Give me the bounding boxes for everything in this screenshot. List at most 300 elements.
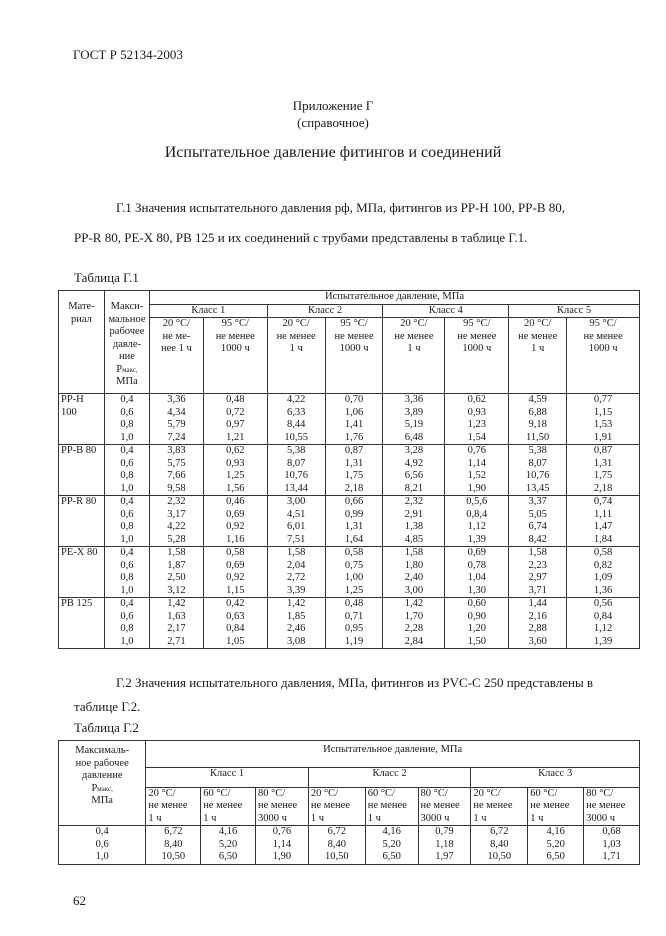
table2-value-line: 0,68: [602, 826, 621, 837]
table-row: [59, 547, 640, 598]
table1-header-group: Испытательное давление, МПа: [149, 291, 639, 305]
table1-value-line: 1,58: [167, 547, 186, 558]
table2-value-line: 4,16: [546, 826, 565, 837]
table1-value-line: 9,18: [528, 419, 547, 430]
table2-value-line: 6,50: [546, 851, 565, 862]
table1-value-line: 0,56: [593, 598, 613, 609]
table1-value-line: 5,79: [167, 419, 186, 430]
table1-value-line: 5,28: [167, 533, 186, 545]
table1-value-line: 2,32: [404, 496, 424, 507]
table1-values: [569, 547, 637, 597]
page-title: Испытательное давление фитингов и соединений: [164, 144, 502, 161]
table1-value-line: 7,24: [167, 431, 186, 443]
table1-subheader-lines: [385, 318, 442, 356]
table1-value-line: 13,44: [284, 482, 308, 494]
table1-value-line: 1,58: [528, 547, 547, 558]
table1-subheader-line: 1000 ч: [588, 343, 618, 354]
table1-value-cell: [567, 445, 640, 496]
table1-value-cell: [509, 547, 567, 598]
table2-value-line: 6,50: [382, 851, 401, 862]
table2-subheader-line: 3000 ч: [420, 812, 450, 824]
table1-value-cell: [267, 445, 325, 496]
table1-value-line: 1,56: [226, 482, 245, 494]
table1-subheader: [567, 318, 640, 394]
table1-subheader-line: 1 ч: [289, 343, 303, 354]
table2-value-cell: [365, 826, 418, 865]
appendix-type: (справочное): [297, 115, 369, 130]
table1-subheader-line: не ме-: [162, 330, 191, 342]
table1-value-cell: [203, 598, 267, 649]
table2-subheader-lines: [473, 788, 525, 826]
table1-subheader-line: 1000 ч: [339, 343, 369, 354]
table1-value-line: 3,37: [528, 496, 547, 507]
table1-subheader-line: не менее: [457, 330, 497, 342]
table2-subheader-lines: [586, 788, 637, 826]
table1-value-line: 1,42: [286, 598, 306, 609]
table1-value-line: 8,07: [528, 457, 547, 469]
table1-class-2: Класс 2: [267, 304, 383, 318]
table2-pressure-value-line: 0,6: [95, 838, 109, 850]
table1-value-line: 0,87: [344, 445, 364, 456]
table1-value-line: 1,42: [167, 598, 186, 609]
table1-pressure-value-line: 0,8: [120, 419, 134, 430]
table1-subheader-line: 20 °С/: [162, 318, 191, 329]
table1-value-line: 5,75: [167, 457, 186, 469]
table1-value-cell: [445, 394, 509, 445]
table1-pressure-value-line: 1,0: [120, 533, 134, 545]
table1-class-3: Класс 4: [383, 304, 509, 318]
table2-value-line: 1,03: [602, 838, 621, 850]
table1-caption: Таблица Г.1: [74, 270, 139, 285]
table1-subheader-lines: [328, 318, 381, 356]
table1-value-cell: [325, 445, 383, 496]
table1-value-line: 0,48: [344, 598, 364, 609]
pmax-header-line: рабочее: [109, 326, 145, 337]
table2-subheader-line: 3000 ч: [258, 812, 287, 824]
table2-value-cell: [584, 826, 640, 865]
table1-values: [447, 394, 506, 444]
table1-value-line: 1,06: [344, 406, 364, 418]
table1-header-material-text: Мате-риал: [68, 301, 95, 325]
table1-value-line: 2,91: [404, 508, 424, 520]
table1-values: [328, 496, 381, 546]
table1-value-line: 0,75: [344, 559, 364, 571]
table2-caption: Таблица Г.2: [74, 720, 139, 735]
table1-value-line: 8,42: [528, 533, 547, 545]
table1-value-line: 1,05: [226, 635, 245, 647]
table2-value-line: 1,90: [272, 851, 292, 862]
table1-values: [385, 547, 442, 597]
table1-subheader-line: 1 ч: [531, 343, 545, 354]
table1-value-line: 6,33: [286, 406, 306, 418]
table1-value-line: 1,47: [593, 521, 613, 532]
table1-values: [385, 394, 442, 444]
table2-subheader-line: 20 °С/: [310, 787, 339, 799]
pmax-symbol: P: [91, 782, 98, 794]
table1-value-cell: [383, 496, 445, 547]
table1-value-line: 1,39: [467, 533, 486, 545]
table2-class-2: Класс 2: [308, 767, 471, 787]
table1-value-line: 0,92: [226, 521, 245, 532]
table1-value-line: 3,89: [404, 406, 424, 418]
table1-subheader: [149, 318, 203, 394]
table1-subheader-line: 95 °С/: [221, 318, 249, 329]
table1-subheader-line: 20 °С/: [400, 318, 428, 329]
table1-pressure-values: [107, 445, 147, 495]
paragraph-g2-line1: Г.2 Значения испытательного давления, МПа, фитингов из PVC-C 250 представлены в: [116, 675, 594, 690]
table2-subheader-line: 3000 ч: [586, 812, 615, 824]
table1-values: [511, 445, 564, 495]
table2-header-group: Испытательное давление, МПа: [146, 741, 640, 768]
table2-value-line: 1,97: [435, 851, 454, 862]
table1-value-cell: [267, 496, 325, 547]
table1-pressure-value-line: 0,6: [120, 610, 134, 622]
table1-value-line: 10,55: [284, 431, 308, 443]
table1-value-line: 1,84: [593, 533, 613, 545]
table2-value-cell: [528, 826, 584, 865]
table2-subheader: [201, 787, 256, 826]
table1-header-pmax-unit: МПа: [116, 376, 138, 387]
table1-material-cell: PE-X 80: [59, 547, 105, 598]
table1-value-line: 3,28: [404, 445, 424, 456]
table2-subheader-lines: [311, 788, 363, 826]
table2-subheader-line: 1 ч: [203, 812, 217, 824]
table2-subheader: [365, 787, 418, 826]
table2-value-line: 6,50: [218, 851, 238, 862]
table1-values: [270, 496, 323, 546]
table1-pressure-value-line: 0,4: [120, 394, 134, 405]
table2-value-cell: [256, 826, 309, 865]
document-header: ГОСТ Р 52134-2003: [73, 47, 183, 62]
table1-value-line: 1,58: [404, 547, 424, 558]
table1-value-line: 0,48: [226, 394, 245, 405]
table1-values: [385, 445, 442, 495]
table2-value-cell: [201, 826, 256, 865]
table1-values: [206, 496, 265, 546]
table1-value-line: 0,77: [593, 394, 613, 405]
table1-value-line: 1,31: [344, 521, 364, 532]
table1-values: [511, 598, 564, 648]
table1-pressure-value-line: 0,6: [120, 457, 134, 469]
table1-subheader-lines: [511, 318, 564, 356]
table2-values: [203, 826, 253, 864]
table1-values: [270, 547, 323, 597]
table1-subheader: [383, 318, 445, 394]
table1-value-line: 1,42: [404, 598, 424, 609]
table2-subheader-line: 60 °С/: [367, 787, 395, 799]
table1-pressure-value-line: 0,8: [120, 623, 134, 634]
table2-subheader-line: не менее: [258, 800, 298, 811]
table1-values: [206, 394, 265, 444]
table1-value-line: 4,51: [286, 508, 306, 520]
table1-pressure-value-line: 0,6: [120, 406, 134, 418]
table1-subheader: [509, 318, 567, 394]
table2-subheader-line: не менее: [530, 800, 570, 811]
table1-value-line: 8,44: [286, 419, 306, 430]
page-number: 62: [73, 893, 86, 908]
table1-subheader-line: 95 °С/: [589, 318, 617, 329]
table2-subheader: [528, 787, 584, 826]
table1-value-cell: [509, 496, 567, 547]
table2-values: [421, 826, 469, 864]
table2-subheader-line: не менее: [367, 800, 407, 811]
table1-value-line: 1,44: [528, 598, 547, 609]
table1-value-cell: [203, 445, 267, 496]
table1-value-line: 3,08: [286, 635, 306, 647]
table2-value-line: 4,16: [218, 826, 238, 837]
table1-pressure-values: [107, 496, 147, 546]
table2-subheader-line: не менее: [148, 800, 188, 811]
table1-value-cell: [445, 445, 509, 496]
table2-subheader-lines: [258, 788, 306, 826]
table1-value-line: 1,53: [593, 419, 613, 430]
paragraph-g1-line1: Г.1 Значения испытательного давления pф, МПа, фитингов из PP-H 100, PP-B 80,: [116, 200, 565, 215]
table2-subheader-line: не менее: [586, 800, 626, 811]
table2-header-pmax-symbol: [61, 783, 143, 796]
pmax-subscript: макс,: [122, 365, 138, 374]
table1-value-line: 3,60: [528, 635, 547, 647]
table1-value-cell: [567, 496, 640, 547]
table1-value-line: 2,28: [404, 623, 424, 634]
table1-value-line: 5,38: [286, 445, 306, 456]
table1-value-line: 4,85: [404, 533, 424, 545]
paragraph-g1-line2: PP-R 80, PE-X 80, PB 125 и их соединений с трубами представлены в таблице Г.1.: [74, 230, 528, 245]
table1-material-cell: PB 125: [59, 598, 105, 649]
table2-value-line: 6,72: [490, 826, 509, 837]
table1-value-line: 1,38: [404, 521, 424, 532]
table2-subheader-line: 60 °С/: [203, 787, 231, 799]
table1-values: [270, 394, 323, 444]
table1-value-line: 1,52: [467, 470, 486, 481]
table2-value-line: 1,18: [435, 838, 454, 850]
table1-values: [328, 547, 381, 597]
table1-value-line: 2,23: [528, 559, 547, 571]
table1-value-line: 2,97: [528, 572, 547, 583]
table1-value-line: 1,39: [593, 635, 613, 647]
table1-pressure-cell: [104, 445, 149, 496]
table1-values: [270, 445, 323, 495]
table1-values: [511, 394, 564, 444]
table2-value-line: 10,50: [487, 851, 512, 862]
table1-value-line: 2,18: [593, 482, 613, 494]
table2-header-pmax-lines: [61, 741, 143, 783]
table1-values: [511, 496, 564, 546]
table1-subheader-line: не менее: [215, 330, 255, 342]
table2-values: [311, 826, 363, 864]
table1-pressure-value-line: 1,0: [120, 431, 134, 443]
table1-subheader-lines: [447, 318, 506, 356]
table-row: [59, 445, 640, 496]
table1-value-line: 1,36: [593, 584, 613, 596]
table1-value-line: 0,71: [344, 610, 364, 622]
table2-values: [258, 826, 306, 864]
table1-value-cell: [383, 394, 445, 445]
table1-value-line: 0,42: [226, 598, 245, 609]
table1-subheader-line: 95 °С/: [340, 318, 368, 329]
table1-value-cell: [325, 598, 383, 649]
table1-value-line: 1,20: [467, 623, 486, 634]
table2-subheader-line: 20 °С/: [473, 787, 501, 799]
table2-value-line: 5,20: [546, 838, 565, 850]
table1-value-line: 0,76: [467, 445, 486, 456]
table1-value-line: 5,19: [404, 419, 424, 430]
table1-value-cell: [149, 547, 203, 598]
table1-pressure-values: [107, 547, 147, 597]
table1-value-line: 0,58: [593, 547, 613, 558]
table1-value-cell: [267, 547, 325, 598]
table1-value-cell: [509, 445, 567, 496]
table2-values: [473, 826, 525, 864]
table2-pressure-cell: [59, 826, 146, 865]
table1-value-line: 1,90: [467, 482, 486, 494]
table2-subheader: [256, 787, 309, 826]
table1-value-line: 2,16: [528, 610, 547, 622]
table1-subheader-line: не менее: [334, 330, 374, 342]
table-g1: [58, 290, 640, 649]
table1-value-line: 0,62: [467, 394, 486, 405]
table1-value-line: 1,75: [593, 470, 613, 481]
table-row: [59, 598, 640, 649]
table-g2: [58, 740, 640, 865]
table2-subheader-line: 60 °С/: [530, 787, 558, 799]
table1-value-line: 7,66: [167, 470, 186, 481]
pmax-header-line: мальное: [108, 313, 146, 325]
table1-values: [447, 496, 506, 546]
table1-value-line: 0,69: [226, 559, 245, 571]
table1-value-line: 3,71: [528, 584, 547, 596]
table1-value-line: 2,40: [404, 572, 424, 583]
table1-value-line: 1,31: [593, 457, 613, 469]
table1-value-line: 2,88: [528, 623, 547, 634]
table1-value-line: 0,5,6: [466, 496, 488, 507]
table1-subheader: [267, 318, 325, 394]
table2-value-line: 6,72: [164, 826, 183, 837]
table1-value-line: 1,15: [226, 584, 245, 596]
table1-values: [152, 445, 201, 495]
table1-value-line: 4,22: [286, 394, 306, 405]
table1-value-line: 1,80: [404, 559, 424, 571]
table1-value-cell: [203, 394, 267, 445]
table2-subheader: [584, 787, 640, 826]
table1-header-pmax-symbol: [107, 364, 147, 377]
table2-value-line: 1,71: [602, 851, 621, 862]
table1-value-line: 1,12: [593, 623, 613, 634]
table1-value-line: 0,60: [467, 598, 486, 609]
table1-value-cell: [203, 547, 267, 598]
table1-value-line: 0,93: [467, 406, 486, 418]
table1-value-line: 3,39: [286, 584, 306, 596]
table1-value-line: 4,34: [167, 406, 186, 418]
table1-value-line: 3,12: [167, 584, 186, 596]
pmax-header-line: Максималь-: [75, 745, 130, 756]
table2-values: [368, 826, 416, 864]
pmax-symbol: P: [116, 363, 123, 375]
table1-values: [569, 496, 637, 546]
table1-value-line: 6,48: [404, 431, 424, 443]
table1-values: [152, 547, 201, 597]
table1-values: [447, 598, 506, 648]
table1-value-line: 1,85: [286, 610, 306, 622]
table1-pressure-value-line: 0,6: [120, 559, 134, 571]
table2-subheader-line: 80 °С/: [258, 787, 286, 799]
table1-pressure-values: [107, 394, 147, 444]
table1-value-cell: [149, 394, 203, 445]
table1-value-line: 1,23: [467, 419, 486, 430]
table-row: [59, 394, 640, 445]
table1-value-line: 11,50: [526, 431, 550, 443]
table1-value-line: 2,46: [286, 623, 306, 634]
table1-value-line: 4,22: [167, 521, 186, 532]
table1-value-line: 0,95: [344, 623, 364, 634]
table1-value-line: 3,17: [167, 508, 186, 520]
table1-pressure-value-line: 1,0: [120, 482, 134, 494]
table1-values: [152, 598, 201, 648]
table1-value-cell: [383, 547, 445, 598]
table2-subheader: [471, 787, 528, 826]
table1-value-line: 1,91: [593, 431, 613, 443]
table1-class-4: Класс 5: [509, 304, 640, 318]
table1-value-line: 1,00: [344, 572, 364, 583]
table1-subheader-line: 1000 ч: [220, 343, 250, 354]
table1-value-line: 0,58: [226, 547, 245, 558]
table1-pressure-cell: [104, 394, 149, 445]
table1-value-line: 0,97: [226, 419, 245, 430]
table1-values: [328, 394, 381, 444]
table1-value-line: 1,12: [467, 521, 486, 532]
table2-value-line: 5,20: [218, 838, 238, 850]
table1-value-cell: [149, 445, 203, 496]
table1-header-pmax-lines: [107, 291, 147, 364]
table2-value-line: 10,50: [324, 851, 349, 862]
table1-value-line: 0,74: [593, 496, 613, 507]
table1-pressure-value-line: 0,4: [120, 445, 134, 456]
table1-value-cell: [445, 496, 509, 547]
table1-value-cell: [325, 496, 383, 547]
table1-value-cell: [445, 547, 509, 598]
table1-value-cell: [267, 394, 325, 445]
table2-subheader-lines: [368, 788, 416, 826]
table1-values: [152, 496, 201, 546]
table2-subheader-line: не менее: [420, 800, 460, 811]
table1-value-line: 0,99: [344, 508, 364, 520]
table1-value-line: 1,76: [344, 431, 364, 443]
table2-value-line: 8,40: [327, 838, 346, 850]
table1-pressure-cell: [104, 496, 149, 547]
table1-value-line: 9,58: [167, 482, 186, 494]
table1-subheader-lines: [206, 318, 265, 356]
table2-subheader-line: не менее: [310, 800, 350, 811]
table2-pressure-value-line: 0,4: [95, 826, 109, 837]
table1-subheader: [445, 318, 509, 394]
table1-value-line: 0,62: [226, 445, 245, 456]
table2-subheader-line: 20 °С/: [148, 787, 176, 799]
table1-pressure-value-line: 1,0: [120, 584, 134, 596]
table1-value-line: 4,92: [404, 457, 424, 469]
table1-value-line: 1,25: [226, 470, 245, 481]
table1-value-line: 2,17: [167, 623, 186, 634]
table1-value-cell: [325, 394, 383, 445]
table1-pressure-value-line: 0,4: [120, 598, 134, 609]
table1-value-line: 0,92: [226, 572, 245, 583]
table1-value-line: 1,25: [344, 584, 364, 596]
table1-pressure-cell: [104, 547, 149, 598]
table1-subheader-lines: [152, 318, 201, 356]
table1-value-cell: [567, 547, 640, 598]
table2-subheader-line: 1 ч: [473, 812, 487, 824]
table1-subheader-line: 20 °С/: [524, 318, 552, 329]
table2-values: [530, 826, 581, 864]
table1-value-line: 1,16: [226, 533, 245, 545]
